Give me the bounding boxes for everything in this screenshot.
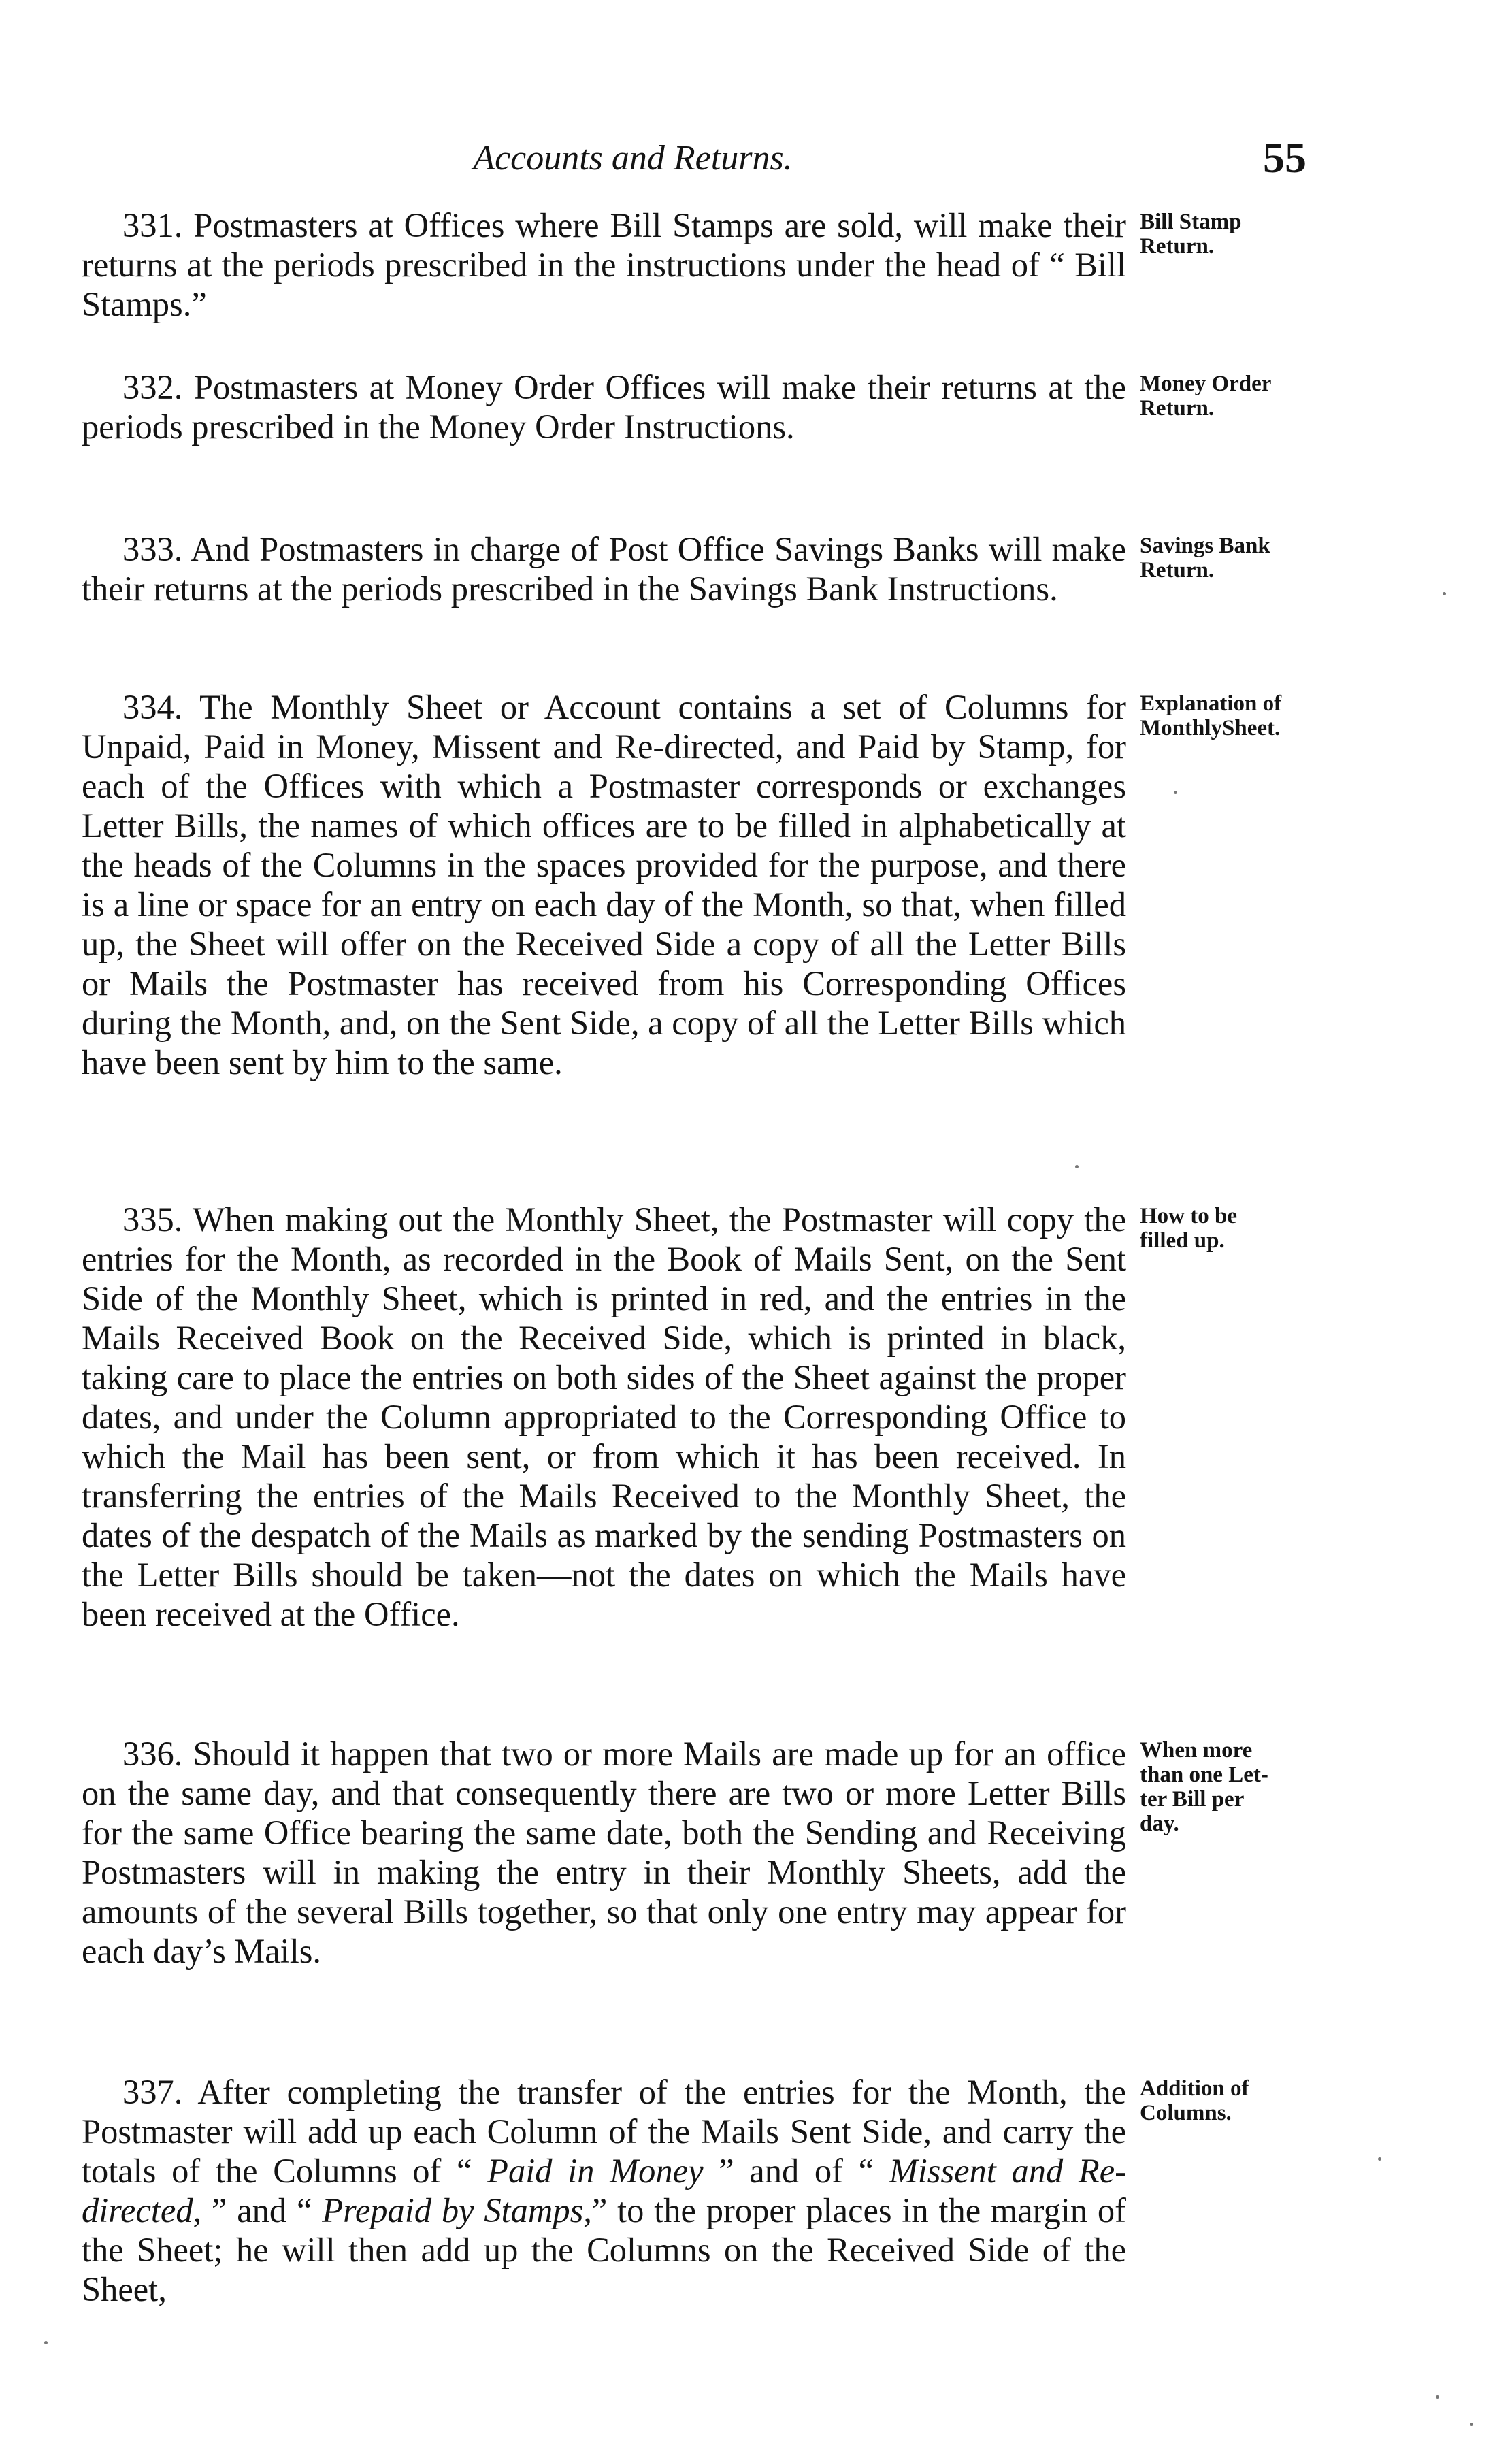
paragraph-number: 337. [122,2073,183,2111]
paragraph-text: Postmasters at Offices where Bill Stamps are sold, will make their returns at the periods prescribed in the instructions under the head of “ Bill Stamps.” [82,206,1126,323]
paragraph-334 [82,687,1282,1082]
paragraph-number: 335. [122,1200,183,1239]
paragraph-331 [82,206,1242,324]
scan-speck [1436,2395,1439,2399]
scan-speck [1174,791,1177,794]
page-header [82,133,1320,187]
paragraph-337 [82,2072,1249,2309]
paragraph-336 [82,1734,1268,1971]
paragraph-number: 334. [122,688,183,726]
paragraph-333 [82,529,1270,608]
paragraph-text: Postmasters at Money Order Offices will make their returns at the periods prescribed in the Money Order Instructions. [82,368,1127,446]
scan-speck [44,2341,48,2344]
margin-note: Bill Stamp Return. [1140,210,1242,259]
paragraph-number: 331. [122,206,183,244]
paragraph-335 [82,1200,1237,1634]
margin-note: Explanation of MonthlySheet. [1140,691,1282,740]
scan-speck [1075,1165,1079,1168]
scan-speck [1443,592,1446,595]
scan-speck [1470,2423,1473,2426]
margin-note: When more than one Let- ter Bill per day. [1140,1738,1268,1836]
page-number: 55 [1263,133,1306,182]
scan-speck [1378,2157,1381,2161]
paragraph-text: After completing the transfer of the entries for the Month, the Postmaster will add up each Column of the Mails Sent Side, and carry the totals of the Columns of “ Paid in Money ” and of “ Missent and Re-directed, ” and “ Prepaid by Stamps,” to the proper places in the margin of the Sheet; he will then add up the Columns on the Received Side of the Sheet, [82,2073,1127,2308]
paragraph-text: When making out the Monthly Sheet, the Postmaster will copy the entries for the Month, as recorded in the Book of Mails Sent, on the Sent Side of the Monthly Sheet, which is printed in red, and the entries in the Mails Received Book on the Received Side, which is printed in black, taking care to place the entries on both sides of the Sheet against the proper dates, and under the Column appropriated to the Corresponding Office to which the Mail has been sent, or from which it has been received. In transferring the entries of the Mails Received to the Monthly Sheet, the dates of the despatch of the Mails as marked by the sending Postmasters on the Letter Bills should be taken—not the dates on which the Mails have been received at the Office. [82,1200,1126,1633]
paragraph-number: 336. [122,1735,183,1773]
paragraph-number: 332. [122,368,183,406]
paragraph-text: The Monthly Sheet or Account contains a set of Columns for Unpaid, Paid in Money, Missent and Re-directed, and Paid by Stamp, for each of the Offices with which a Postmaster corresponds or exchanges Letter Bills, the names of which offices are to be filled in alphabetically at the heads of the Columns in the spaces provided for the purpose, and there is a line or space for an entry on each day of the Month, so that, when filled up, the Sheet will offer on the Received Side a copy of all the Letter Bills or Mails the Postmaster has received from his Corresponding Offices during the Month, and, on the Sent Side, a copy of all the Letter Bills which have been sent by him to the same. [82,688,1126,1081]
paragraph-number: 333. [122,530,183,568]
paragraph-332 [82,367,1272,446]
margin-note: Addition of Columns. [1140,2076,1249,2125]
margin-note: How to be filled up. [1140,1204,1237,1253]
margin-note: Money Order Return. [1140,372,1272,421]
running-title: Accounts and Returns. [473,139,793,178]
margin-note: Savings Bank Return. [1140,534,1270,583]
paragraph-text: Should it happen that two or more Mails are made up for an office on the same day, and that consequently there are two or more Letter Bills for the same Office bearing the same date, both the Sending and Receiving Postmasters will in making the entry in their Monthly Sheets, add the amounts of the several Bills together, so that only one entry may appear for each day’s Mails. [82,1735,1126,1970]
paragraph-text: And Postmasters in charge of Post Office Savings Banks will make their returns at the periods prescribed in the Savings Bank Instructions. [82,530,1127,608]
